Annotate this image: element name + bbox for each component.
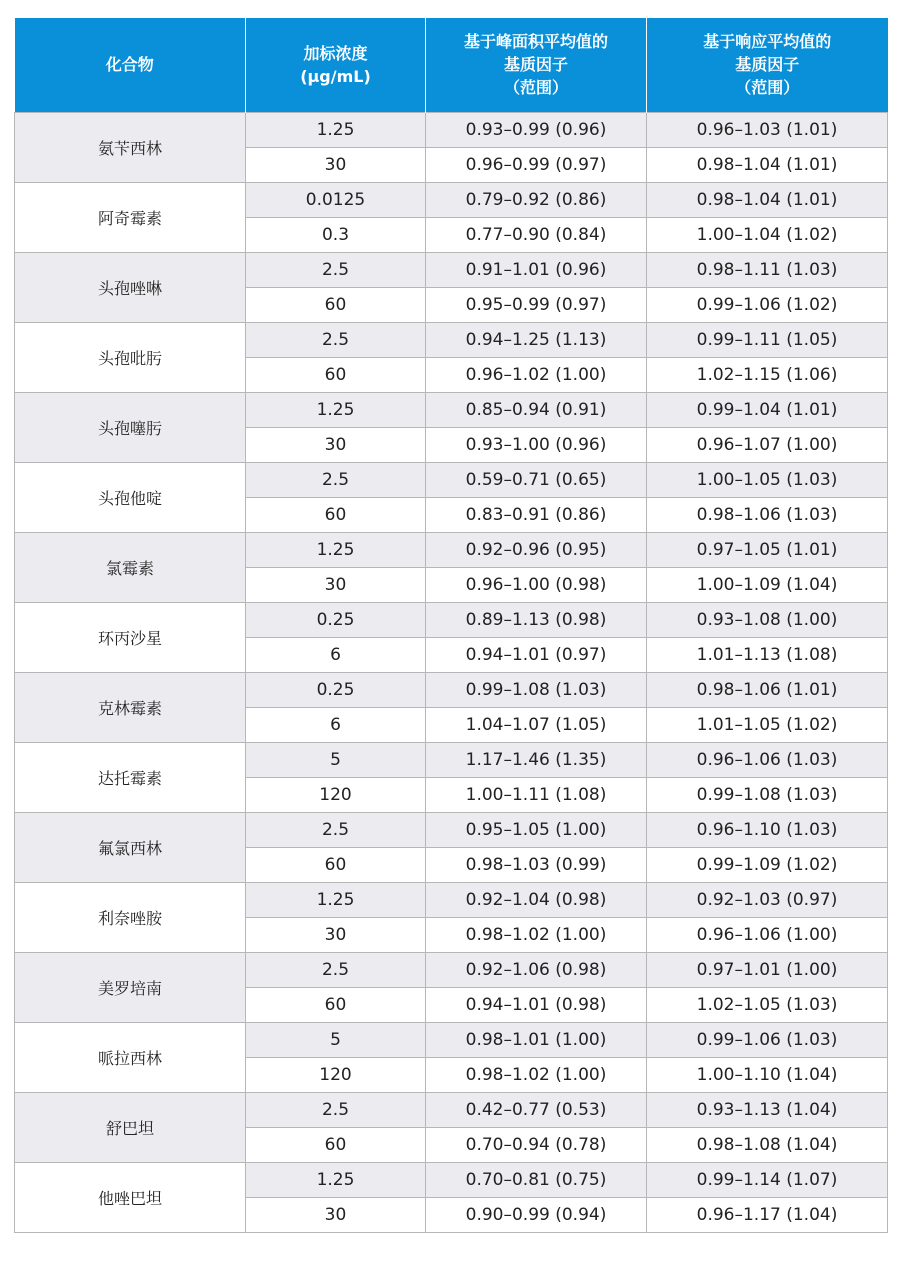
response-mf-cell: 0.93–1.08 (1.00) [647, 602, 888, 637]
header-spike-concentration [246, 18, 426, 112]
compound-name-cell: 头孢他啶 [15, 462, 246, 532]
table-row [15, 602, 888, 637]
response-mf-cell: 0.93–1.13 (1.04) [647, 1092, 888, 1127]
response-mf-cell: 0.92–1.03 (0.97) [647, 882, 888, 917]
peak-area-mf-cell: 0.98–1.02 (1.00) [426, 917, 647, 952]
header-peak-area-matrix-factor [426, 18, 647, 112]
compound-name-cell: 美罗培南 [15, 952, 246, 1022]
table-row [15, 322, 888, 357]
response-mf-cell: 0.99–1.06 (1.02) [647, 287, 888, 322]
peak-area-mf-cell: 1.17–1.46 (1.35) [426, 742, 647, 777]
peak-area-mf-cell: 0.77–0.90 (0.84) [426, 217, 647, 252]
header-row [15, 18, 888, 112]
table-row [15, 462, 888, 497]
compound-name-cell: 阿奇霉素 [15, 182, 246, 252]
response-mf-cell: 0.98–1.04 (1.01) [647, 147, 888, 182]
response-mf-cell: 0.98–1.06 (1.01) [647, 672, 888, 707]
peak-area-mf-cell: 0.70–0.81 (0.75) [426, 1162, 647, 1197]
response-mf-cell: 0.96–1.06 (1.00) [647, 917, 888, 952]
matrix-factor-table-container [14, 18, 887, 1233]
header-line: 基质因子 [503, 55, 568, 75]
peak-area-mf-cell: 0.95–0.99 (0.97) [426, 287, 647, 322]
table-row [15, 1092, 888, 1127]
compound-name-cell: 头孢唑啉 [15, 252, 246, 322]
response-mf-cell: 0.98–1.04 (1.01) [647, 182, 888, 217]
response-mf-cell: 0.99–1.11 (1.05) [647, 322, 888, 357]
response-mf-cell: 0.99–1.04 (1.01) [647, 392, 888, 427]
peak-area-mf-cell: 0.96–1.00 (0.98) [426, 567, 647, 602]
header-line: 加标浓度 [303, 43, 368, 63]
response-mf-cell: 1.00–1.10 (1.04) [647, 1057, 888, 1092]
response-mf-cell: 0.96–1.10 (1.03) [647, 812, 888, 847]
response-mf-cell: 1.00–1.05 (1.03) [647, 462, 888, 497]
response-mf-cell: 0.98–1.06 (1.03) [647, 497, 888, 532]
table-row [15, 182, 888, 217]
spike-concentration-cell: 60 [246, 497, 426, 532]
spike-concentration-cell: 30 [246, 427, 426, 462]
compound-name-cell: 他唑巴坦 [15, 1162, 246, 1232]
peak-area-mf-cell: 1.04–1.07 (1.05) [426, 707, 647, 742]
response-mf-cell: 1.02–1.15 (1.06) [647, 357, 888, 392]
spike-concentration-cell: 1.25 [246, 392, 426, 427]
compound-name-cell: 头孢噻肟 [15, 392, 246, 462]
header-response-matrix-factor [647, 18, 888, 112]
response-mf-cell: 0.98–1.08 (1.04) [647, 1127, 888, 1162]
matrix-factor-table [14, 18, 888, 1233]
peak-area-mf-cell: 1.00–1.11 (1.08) [426, 777, 647, 812]
peak-area-mf-cell: 0.98–1.01 (1.00) [426, 1022, 647, 1057]
spike-concentration-cell: 60 [246, 357, 426, 392]
response-mf-cell: 1.01–1.13 (1.08) [647, 637, 888, 672]
compound-name-cell: 氟氯西林 [15, 812, 246, 882]
spike-concentration-cell: 0.25 [246, 602, 426, 637]
header-line: 化合物 [105, 55, 154, 75]
header-line: 基于响应平均值的 [703, 32, 832, 52]
spike-concentration-cell: 2.5 [246, 322, 426, 357]
response-mf-cell: 0.96–1.06 (1.03) [647, 742, 888, 777]
spike-concentration-cell: 30 [246, 1197, 426, 1232]
response-mf-cell: 1.00–1.04 (1.02) [647, 217, 888, 252]
spike-concentration-cell: 30 [246, 567, 426, 602]
response-mf-cell: 0.99–1.09 (1.02) [647, 847, 888, 882]
spike-concentration-cell: 120 [246, 777, 426, 812]
header-line: 基质因子 [735, 55, 800, 75]
peak-area-mf-cell: 0.96–1.02 (1.00) [426, 357, 647, 392]
spike-concentration-cell: 0.0125 [246, 182, 426, 217]
compound-name-cell: 达托霉素 [15, 742, 246, 812]
header-line: （范围） [503, 78, 568, 98]
table-row [15, 672, 888, 707]
spike-concentration-cell: 1.25 [246, 532, 426, 567]
spike-concentration-cell: 30 [246, 917, 426, 952]
compound-name-cell: 舒巴坦 [15, 1092, 246, 1162]
peak-area-mf-cell: 0.92–1.06 (0.98) [426, 952, 647, 987]
header-line: 基于峰面积平均值的 [463, 32, 608, 52]
peak-area-mf-cell: 0.95–1.05 (1.00) [426, 812, 647, 847]
response-mf-cell: 0.97–1.05 (1.01) [647, 532, 888, 567]
spike-concentration-cell: 2.5 [246, 1092, 426, 1127]
table-header [15, 18, 888, 112]
table-row [15, 812, 888, 847]
peak-area-mf-cell: 0.96–0.99 (0.97) [426, 147, 647, 182]
spike-concentration-cell: 6 [246, 707, 426, 742]
spike-concentration-cell: 1.25 [246, 1162, 426, 1197]
table-row [15, 952, 888, 987]
response-mf-cell: 0.96–1.07 (1.00) [647, 427, 888, 462]
table-body [15, 112, 888, 1232]
table-row [15, 112, 888, 147]
table-row [15, 1162, 888, 1197]
response-mf-cell: 0.99–1.08 (1.03) [647, 777, 888, 812]
spike-concentration-cell: 5 [246, 742, 426, 777]
peak-area-mf-cell: 0.89–1.13 (0.98) [426, 602, 647, 637]
table-row [15, 392, 888, 427]
table-row [15, 742, 888, 777]
spike-concentration-cell: 0.25 [246, 672, 426, 707]
spike-concentration-cell: 60 [246, 847, 426, 882]
compound-name-cell: 氯霉素 [15, 532, 246, 602]
response-mf-cell: 1.00–1.09 (1.04) [647, 567, 888, 602]
header-line: （范围） [735, 78, 800, 98]
compound-name-cell: 利奈唑胺 [15, 882, 246, 952]
response-mf-cell: 0.96–1.03 (1.01) [647, 112, 888, 147]
response-mf-cell: 1.01–1.05 (1.02) [647, 707, 888, 742]
compound-name-cell: 头孢吡肟 [15, 322, 246, 392]
peak-area-mf-cell: 0.90–0.99 (0.94) [426, 1197, 647, 1232]
compound-name-cell: 克林霉素 [15, 672, 246, 742]
peak-area-mf-cell: 0.92–0.96 (0.95) [426, 532, 647, 567]
peak-area-mf-cell: 0.83–0.91 (0.86) [426, 497, 647, 532]
compound-name-cell: 氨苄西林 [15, 112, 246, 182]
peak-area-mf-cell: 0.59–0.71 (0.65) [426, 462, 647, 497]
table-row [15, 252, 888, 287]
compound-name-cell: 哌拉西林 [15, 1022, 246, 1092]
spike-concentration-cell: 6 [246, 637, 426, 672]
spike-concentration-cell: 1.25 [246, 112, 426, 147]
spike-concentration-cell: 60 [246, 287, 426, 322]
spike-concentration-cell: 2.5 [246, 812, 426, 847]
spike-concentration-cell: 0.3 [246, 217, 426, 252]
spike-concentration-cell: 2.5 [246, 462, 426, 497]
spike-concentration-cell: 60 [246, 1127, 426, 1162]
peak-area-mf-cell: 0.42–0.77 (0.53) [426, 1092, 647, 1127]
spike-concentration-cell: 60 [246, 987, 426, 1022]
table-row [15, 532, 888, 567]
peak-area-mf-cell: 0.94–1.01 (0.97) [426, 637, 647, 672]
spike-concentration-cell: 120 [246, 1057, 426, 1092]
response-mf-cell: 0.97–1.01 (1.00) [647, 952, 888, 987]
peak-area-mf-cell: 0.79–0.92 (0.86) [426, 182, 647, 217]
response-mf-cell: 0.99–1.14 (1.07) [647, 1162, 888, 1197]
table-row [15, 1022, 888, 1057]
spike-concentration-cell: 5 [246, 1022, 426, 1057]
peak-area-mf-cell: 0.85–0.94 (0.91) [426, 392, 647, 427]
peak-area-mf-cell: 0.98–1.03 (0.99) [426, 847, 647, 882]
header-compound [15, 18, 246, 112]
peak-area-mf-cell: 0.93–0.99 (0.96) [426, 112, 647, 147]
peak-area-mf-cell: 0.92–1.04 (0.98) [426, 882, 647, 917]
peak-area-mf-cell: 0.70–0.94 (0.78) [426, 1127, 647, 1162]
spike-concentration-cell: 2.5 [246, 252, 426, 287]
table-row [15, 882, 888, 917]
spike-concentration-cell: 1.25 [246, 882, 426, 917]
compound-name-cell: 环丙沙星 [15, 602, 246, 672]
peak-area-mf-cell: 0.98–1.02 (1.00) [426, 1057, 647, 1092]
response-mf-cell: 1.02–1.05 (1.03) [647, 987, 888, 1022]
header-line: (µg/mL) [300, 66, 371, 86]
spike-concentration-cell: 30 [246, 147, 426, 182]
peak-area-mf-cell: 0.99–1.08 (1.03) [426, 672, 647, 707]
spike-concentration-cell: 2.5 [246, 952, 426, 987]
peak-area-mf-cell: 0.93–1.00 (0.96) [426, 427, 647, 462]
peak-area-mf-cell: 0.94–1.25 (1.13) [426, 322, 647, 357]
response-mf-cell: 0.96–1.17 (1.04) [647, 1197, 888, 1232]
response-mf-cell: 0.99–1.06 (1.03) [647, 1022, 888, 1057]
response-mf-cell: 0.98–1.11 (1.03) [647, 252, 888, 287]
peak-area-mf-cell: 0.94–1.01 (0.98) [426, 987, 647, 1022]
peak-area-mf-cell: 0.91–1.01 (0.96) [426, 252, 647, 287]
